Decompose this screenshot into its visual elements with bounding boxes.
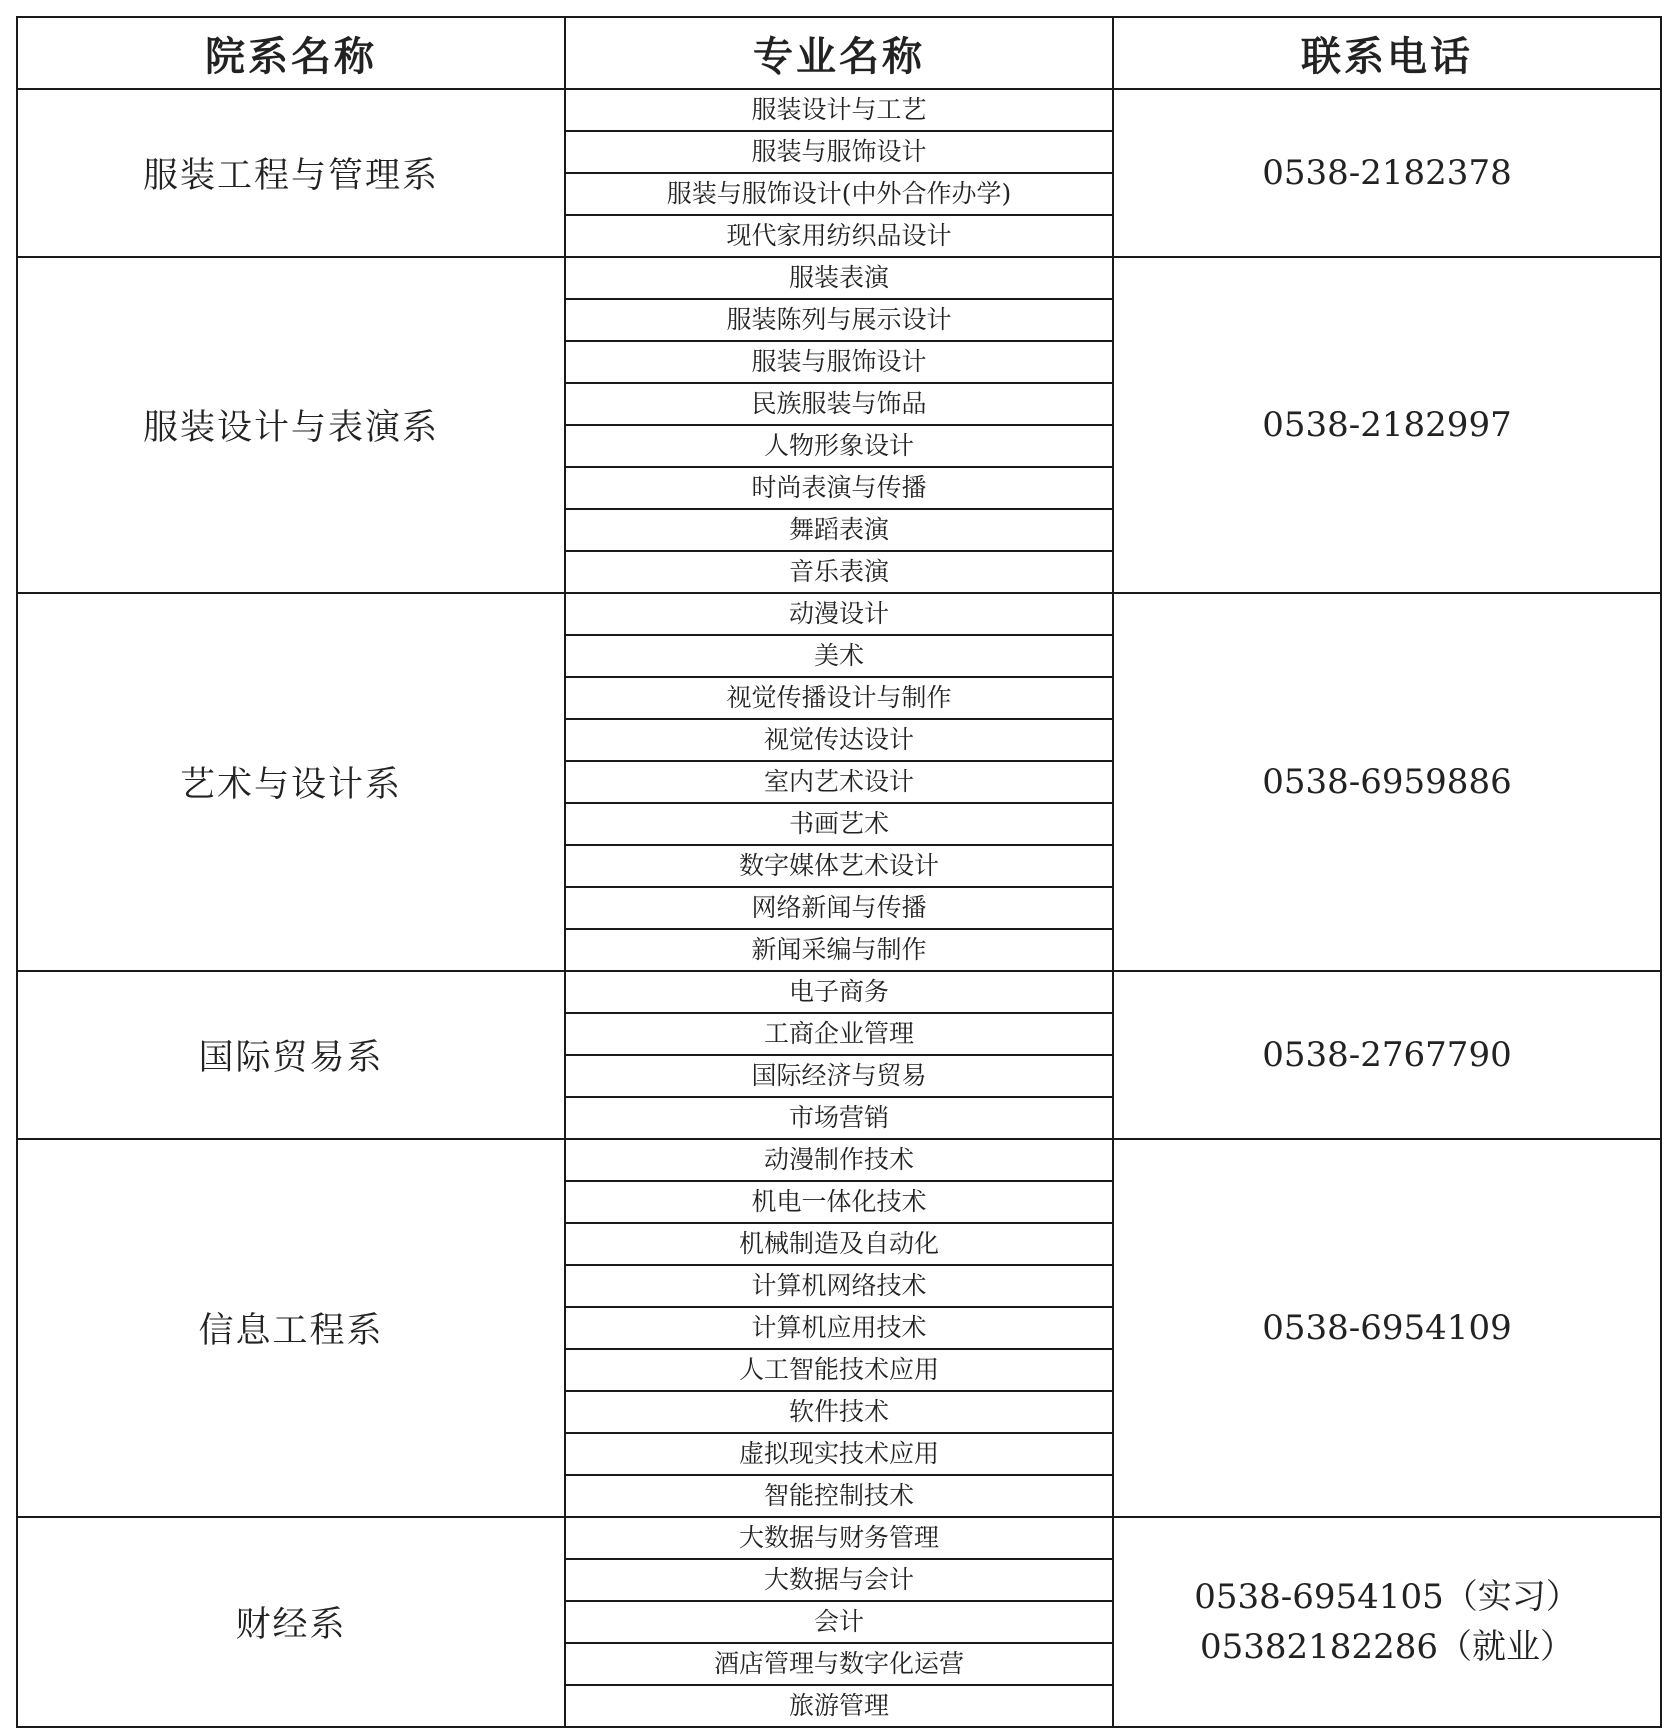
table-body bbox=[17, 89, 1661, 1727]
phone-cell bbox=[1113, 593, 1661, 971]
phone-number: 0538-6954105（实习） bbox=[1194, 1577, 1580, 1617]
phone-number: 0538-6959886 bbox=[1262, 762, 1512, 802]
major-name-cell: 虚拟现实技术应用 bbox=[565, 1433, 1113, 1475]
major-name-cell: 服装表演 bbox=[565, 257, 1113, 299]
department-name-cell: 服装设计与表演系 bbox=[17, 257, 565, 593]
major-name-cell: 音乐表演 bbox=[565, 551, 1113, 593]
major-name-cell: 书画艺术 bbox=[565, 803, 1113, 845]
major-name-cell: 计算机网络技术 bbox=[565, 1265, 1113, 1307]
major-name-cell: 国际经济与贸易 bbox=[565, 1055, 1113, 1097]
major-name-cell: 人工智能技术应用 bbox=[565, 1349, 1113, 1391]
table-row bbox=[17, 89, 1661, 131]
major-name-cell: 电子商务 bbox=[565, 971, 1113, 1013]
department-name-cell: 艺术与设计系 bbox=[17, 593, 565, 971]
major-name-cell: 网络新闻与传播 bbox=[565, 887, 1113, 929]
major-name-cell: 工商企业管理 bbox=[565, 1013, 1113, 1055]
major-name-cell: 大数据与财务管理 bbox=[565, 1517, 1113, 1559]
phone-cell bbox=[1113, 257, 1661, 593]
major-name-cell: 机械制造及自动化 bbox=[565, 1223, 1113, 1265]
table-row bbox=[17, 257, 1661, 299]
major-name-cell: 智能控制技术 bbox=[565, 1475, 1113, 1517]
table-row bbox=[17, 1517, 1661, 1559]
table-row bbox=[17, 1139, 1661, 1181]
phone-cell bbox=[1113, 971, 1661, 1139]
header-major: 专业名称 bbox=[565, 17, 1113, 89]
major-name-cell: 室内艺术设计 bbox=[565, 761, 1113, 803]
phone-cell bbox=[1113, 89, 1661, 257]
phone-cell bbox=[1113, 1517, 1661, 1727]
phone-number: 0538-6954109 bbox=[1262, 1308, 1512, 1348]
phone-number: 0538-2182997 bbox=[1262, 405, 1512, 445]
major-name-cell: 人物形象设计 bbox=[565, 425, 1113, 467]
major-name-cell: 美术 bbox=[565, 635, 1113, 677]
header-phone: 联系电话 bbox=[1113, 17, 1661, 89]
major-name-cell: 视觉传播设计与制作 bbox=[565, 677, 1113, 719]
department-name-cell: 服装工程与管理系 bbox=[17, 89, 565, 257]
major-name-cell: 动漫设计 bbox=[565, 593, 1113, 635]
major-name-cell: 旅游管理 bbox=[565, 1685, 1113, 1727]
major-name-cell: 软件技术 bbox=[565, 1391, 1113, 1433]
table-row bbox=[17, 593, 1661, 635]
table-row bbox=[17, 971, 1661, 1013]
major-name-cell: 大数据与会计 bbox=[565, 1559, 1113, 1601]
department-contact-table bbox=[16, 16, 1662, 1728]
major-name-cell: 服装与服饰设计 bbox=[565, 341, 1113, 383]
phone-number: 0538-2767790 bbox=[1262, 1035, 1512, 1075]
major-name-cell: 服装陈列与展示设计 bbox=[565, 299, 1113, 341]
department-name-cell: 信息工程系 bbox=[17, 1139, 565, 1517]
major-name-cell: 酒店管理与数字化运营 bbox=[565, 1643, 1113, 1685]
phone-cell bbox=[1113, 1139, 1661, 1517]
department-name-cell: 财经系 bbox=[17, 1517, 565, 1727]
major-name-cell: 民族服装与饰品 bbox=[565, 383, 1113, 425]
header-row bbox=[17, 17, 1661, 89]
major-name-cell: 新闻采编与制作 bbox=[565, 929, 1113, 971]
major-name-cell: 视觉传达设计 bbox=[565, 719, 1113, 761]
major-name-cell: 服装与服饰设计(中外合作办学) bbox=[565, 173, 1113, 215]
department-name-cell: 国际贸易系 bbox=[17, 971, 565, 1139]
major-name-cell: 数字媒体艺术设计 bbox=[565, 845, 1113, 887]
major-name-cell: 舞蹈表演 bbox=[565, 509, 1113, 551]
major-name-cell: 服装与服饰设计 bbox=[565, 131, 1113, 173]
major-name-cell: 计算机应用技术 bbox=[565, 1307, 1113, 1349]
header-department: 院系名称 bbox=[17, 17, 565, 89]
major-name-cell: 市场营销 bbox=[565, 1097, 1113, 1139]
major-name-cell: 现代家用纺织品设计 bbox=[565, 215, 1113, 257]
major-name-cell: 时尚表演与传播 bbox=[565, 467, 1113, 509]
major-name-cell: 会计 bbox=[565, 1601, 1113, 1643]
phone-number: 0538-2182378 bbox=[1262, 153, 1512, 193]
phone-number: 05382182286（就业） bbox=[1200, 1627, 1574, 1667]
major-name-cell: 机电一体化技术 bbox=[565, 1181, 1113, 1223]
major-name-cell: 服装设计与工艺 bbox=[565, 89, 1113, 131]
major-name-cell: 动漫制作技术 bbox=[565, 1139, 1113, 1181]
